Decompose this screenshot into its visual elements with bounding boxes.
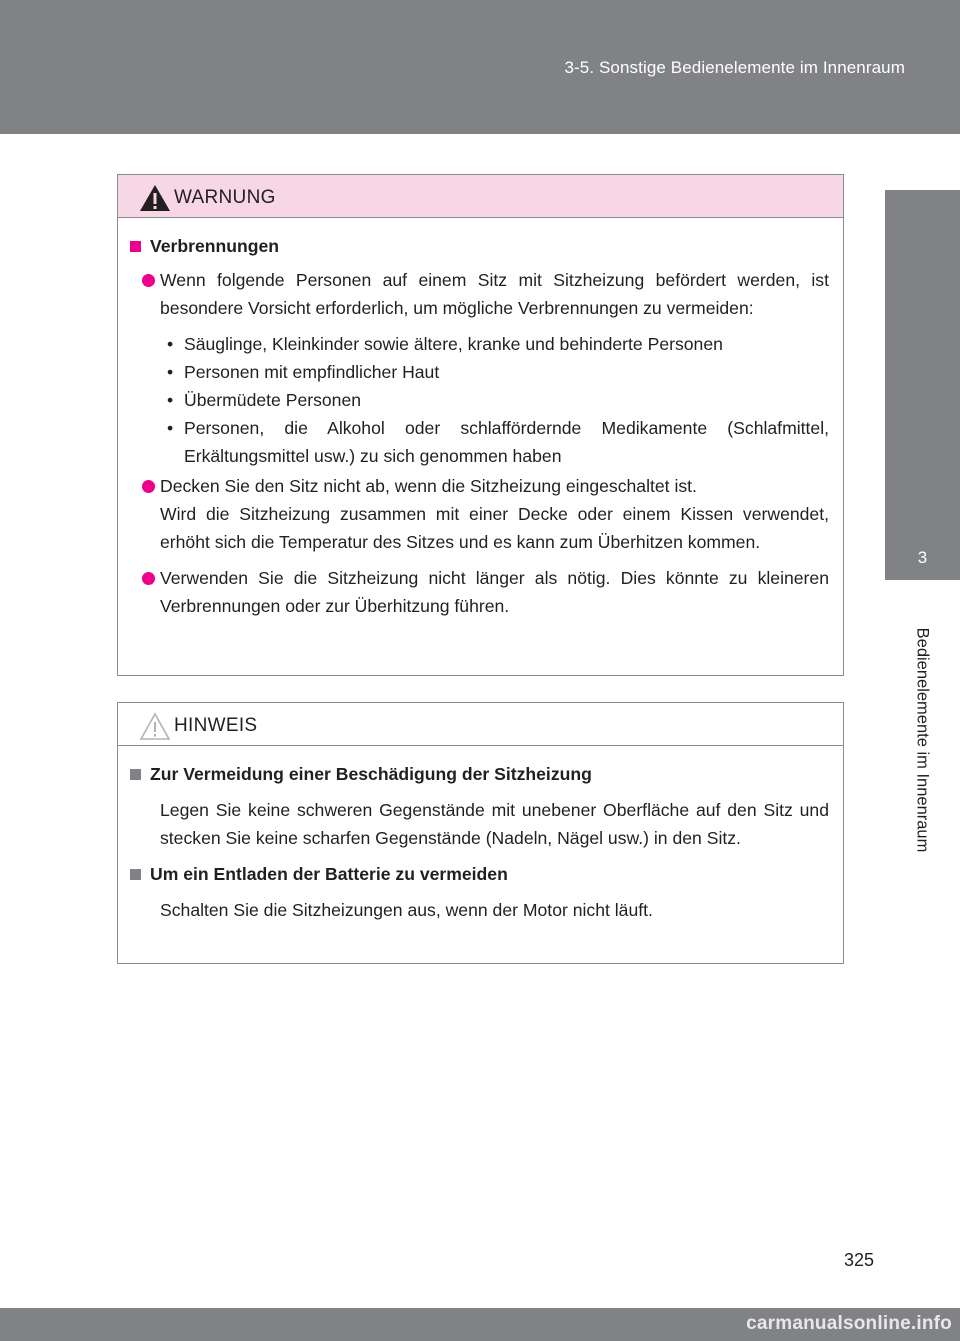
warning-heading: WARNUNG — [174, 187, 276, 208]
warning-bullet-3-text: Verwenden Sie die Sitzheizung nicht länger als nötig. Dies könnte zu kleineren Verbrennungen oder zur Überhitzung führen. — [160, 568, 829, 616]
square-bullet-icon — [130, 769, 141, 780]
warning-bullet-2-text: Decken Sie den Sitz nicht ab, wenn die Sitzheizung eingeschaltet ist. — [160, 476, 697, 496]
burns-section-title-text: Verbrennungen — [150, 236, 280, 256]
watermark: carmanualsonline.info — [746, 1313, 952, 1334]
page-number: 325 — [843, 1250, 874, 1270]
chapter-title: Bedienelemente im Innenraum — [913, 627, 932, 853]
list-item: • Personen mit empfindlicher Haut — [167, 362, 440, 382]
warning-bullet-1-text: Wenn folgende Personen auf einem Sitz mit Sitzheizung befördert werden, ist besondere Vorsicht erforderlich, um mögliche Verbrennungen zu vermeiden: — [160, 270, 829, 318]
battery-discharge-title — [130, 860, 829, 888]
seat-heater-damage-title — [130, 760, 829, 788]
warning-bullet-2 — [130, 472, 829, 500]
notice-box-header — [118, 703, 843, 746]
round-bullet-icon — [142, 274, 155, 287]
seat-heater-damage-text: Legen Sie keine schweren Gegenstände mit unebener Oberfläche auf den Sitz und stecken Sie keine scharfen Gegenstände (Nadeln, Nägel usw.) in den Sitz. — [160, 800, 829, 848]
list-item: • Säuglinge, Kleinkinder sowie ältere, kranke und behinderte Personen — [167, 334, 723, 354]
battery-discharge-text: Schalten Sie die Sitzheizungen aus, wenn der Motor nicht läuft. — [160, 900, 653, 920]
warning-box — [117, 174, 844, 676]
round-bullet-icon — [142, 572, 155, 585]
at-risk-persons-list — [130, 330, 829, 470]
chapter-side-tab — [885, 190, 960, 580]
round-bullet-icon — [142, 480, 155, 493]
battery-discharge-title-text: Um ein Entladen der Batterie zu vermeiden — [150, 864, 508, 884]
seat-heater-damage-title-text: Zur Vermeidung einer Beschädigung der Sitzheizung — [150, 764, 592, 784]
warning-bullet-2-continuation: Wird die Sitzheizung zusammen mit einer Decke oder einem Kissen verwendet, erhöht sich die Temperatur des Sitzes und es kann zum Überhitzen kommen. — [160, 504, 829, 552]
warning-bullet-1 — [130, 266, 829, 322]
notice-box — [117, 702, 844, 964]
chapter-number: 3 — [917, 548, 928, 567]
burns-section-title — [130, 232, 829, 260]
warning-triangle-icon — [138, 183, 172, 213]
section-header-title: 3-5. Sonstige Bedienelemente im Innenraum — [564, 58, 905, 77]
list-item: • Übermüdete Personen — [167, 390, 362, 410]
notice-heading: HINWEIS — [174, 715, 258, 736]
list-item: • Personen, die Alkohol oder schlaffördernde Medikamente (Schlafmittel, Erkältungsmittel usw.) zu sich genommen haben — [167, 418, 829, 466]
warning-bullet-3 — [130, 564, 829, 620]
caution-triangle-icon — [138, 711, 172, 741]
warning-box-header — [118, 175, 843, 218]
square-bullet-icon — [130, 869, 141, 880]
square-bullet-icon — [130, 241, 141, 252]
